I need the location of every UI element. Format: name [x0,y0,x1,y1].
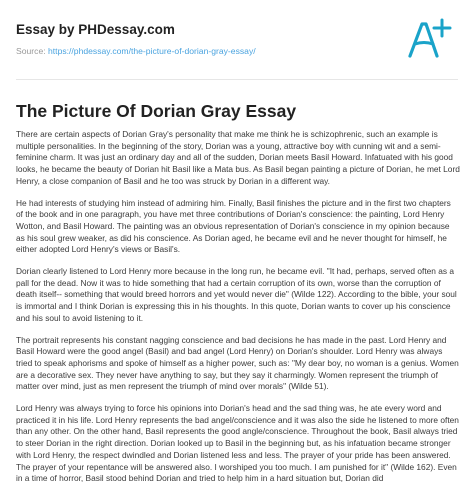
page-header [16,22,396,57]
essay-paragraph-5: Lord Henry was always trying to force his opinions into Dorian's head and the sad thing was, he ate every word and practiced it in his life. Lord Henry represents the bad angel/conscience and it was also the side he listened to more often than any other. On the other hand, Basil represents the good angle/conscience. Throughout the book, Basil always tried to steer Dorian in the right direction. Dorian looked up to Basil in the beginning but, as his infatuation became stronger with Lord Henry, the respect dwindled and Dorian listened less and less. The prayer of your pride has been answered. The prayer of your repentance will be answered also. I worshiped you too much. I am punished for it" (Wilde 162). Even in a time of horror, Basil stood behind Dorian and tried to help him in a hard situation but, Dorian did [16,403,459,484]
essay-paragraph-4: The portrait represents his constant nagging conscience and bad decisions he has made in the past. Lord Henry and Basil Howard were the good angel (Basil) and bad angel (Lord Henry) on Dorian's shoulder. Lord Henry was always tried to speak aphorisms and spoke of himself as a higher power, such as: "My dear boy, no woman is a genius. Women are a decorative sex. They never have anything to say, but they say it charmingly. Women represent the triumph of matter over mind, just as men represent the triumph of mind over morals" (Wilde 51). [16,334,459,392]
essay-paragraph-1: There are certain aspects of Dorian Gray's personality that make me think he is schizophrenic, such an example is multiple personalities. In the beginning of the story, Dorian was a young, attractive boy with cunning wit and a semi-feminine charm. It was just an ordinary day and all of the sudden, Dorian meets Basil Howard. Infatuated with his good looks, he became the beauty of Dorian hit Basil like a Mata bus. As Basil began painting a picture of Dorian, he met Lord Henry, a close companion of Basil and he too was struck by Dorian in a different way. [16,129,460,186]
source-line [16,46,396,57]
header-divider [16,79,458,80]
a-plus-logo-icon [404,16,452,60]
essay-paragraph-2: He had interests of studying him instead of admiring him. Finally, Basil finishes the picture and in the first two chapters of the book and in one paragraph, you have met three contributions of Dorian's conscience: the painting, Lord Henry Wotton, and Basil Howard. The painting was an obvious representation of Dorian's conscience in my opinion because as his soul grew weaker, as did his conscience. As Dorian aged, he became evil and he never thought for himself, he either adopted Lord Henry's views or Basil's. [16,197,451,255]
essay-body [16,129,460,495]
source-label: Source: [16,46,49,56]
essay-paragraph-3: Dorian clearly listened to Lord Henry more because in the long run, he became evil. "It had, perhaps, served often as a pall for the dead. Now it was to hide something that had a certain corruption of its own, worse than the corruption of death itself-- something that would breed horrors and yet would never die" (Wilde 122). According to the bible, your soul is immortal and I think Dorian is expressing this in his thoughts. In this quote, Dorian wants to cover up his conscience and his soul to avoid listening to it. [16,266,457,323]
essay-title: The Picture Of Dorian Gray Essay [16,101,297,121]
site-title: Essay by PHDessay.com [16,22,175,37]
source-link[interactable]: https://phdessay.com/the-picture-of-dorian-gray-essay/ [48,46,256,56]
